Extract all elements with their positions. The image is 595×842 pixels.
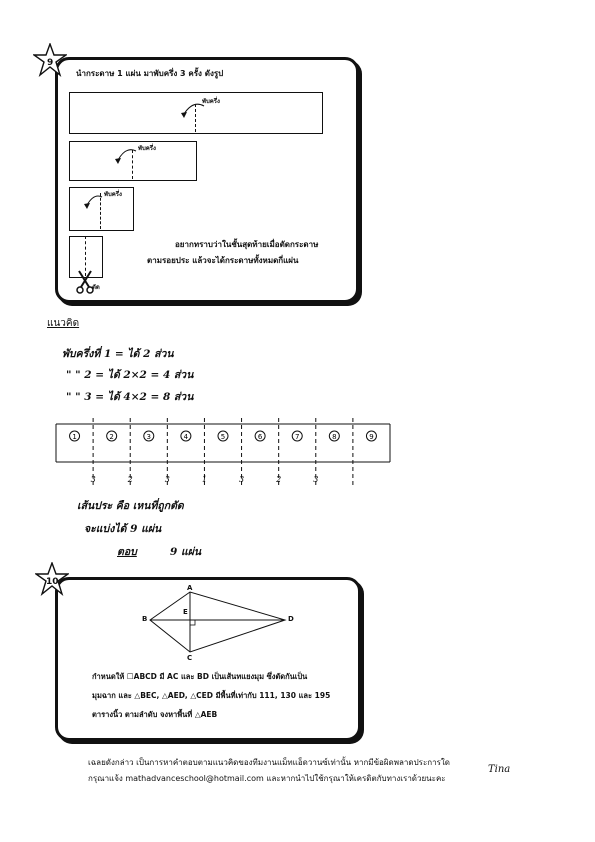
fold-arrow-3-icon	[82, 193, 106, 211]
fold-label-2: พับครึ่ง	[138, 145, 156, 152]
answer-label: ตอบ	[117, 546, 137, 558]
problem-9-number: 9	[47, 58, 54, 68]
solution-line-2: " " 2 = ได้ 2×2 = 4 ส่วน	[66, 369, 194, 381]
cut-strip-diagram	[50, 414, 396, 494]
label-b: B	[142, 615, 148, 623]
count-label: 3	[313, 475, 319, 484]
count-label: 2	[276, 475, 282, 484]
count-label: 3	[239, 475, 245, 484]
fold-arrow-2-icon	[112, 146, 140, 166]
kite-diagram	[140, 586, 300, 666]
piece-number: 6	[257, 433, 263, 441]
problem-10-text-line1: กำหนดให้ ☐ABCD มี AC และ BD เป็นเส้นทแยงมุม ซึ่งตัดกันเป็น	[92, 672, 308, 681]
note-line-1: เส้นประ คือ เหนที่ถูกตัด	[77, 500, 184, 512]
piece-number: 9	[369, 433, 374, 441]
label-c: C	[187, 654, 193, 662]
fold-label-1: พับครึ่ง	[202, 98, 220, 105]
signature: Tina	[488, 764, 511, 775]
solution-heading: แนวคิด	[47, 318, 80, 329]
solution-line-3: " " 3 = ได้ 4×2 = 8 ส่วน	[66, 391, 194, 403]
piece-number: 2	[109, 433, 114, 441]
piece-number: 8	[332, 433, 337, 441]
label-d: D	[288, 615, 294, 623]
answer-value: 9 แผ่น	[170, 546, 202, 558]
problem-9-question-line2: ตามรอยประ แล้วจะได้กระดาษทั้งหมดกี่แผ่น	[147, 256, 299, 265]
note-line-2: จะแบ่งได้ 9 แผ่น	[84, 523, 162, 535]
piece-number: 3	[146, 433, 152, 441]
fold-label-3: พับครึ่ง	[104, 191, 122, 198]
piece-number: 4	[183, 433, 189, 441]
fold-arrow-1-icon	[178, 100, 208, 120]
count-label: 2	[127, 475, 133, 484]
count-label: 3	[90, 475, 96, 484]
footer-line-1: เฉลยดังกล่าว เป็นการหาคำตอบตามแนวคิดของทีมงานแม็ทแอ็ดวานซ์เท่านั้น หากมีข้อผิดพลาดประการใด	[88, 758, 450, 767]
piece-number: 1	[72, 433, 77, 441]
problem-10-text-line3: ตารางนิ้ว ตามลำดับ จงหาพื้นที่ △AEB	[92, 710, 218, 719]
problem-9-question-line1: อยากทราบว่าในชั้นสุดท้ายเมื่อตัดกระดาษ	[175, 240, 319, 249]
solution-line-1: พับครึ่งที่ 1 = ได้ 2 ส่วน	[62, 348, 174, 360]
footer-line-2: กรุณาแจ้ง mathadvanceschool@hotmail.com และหากนำไปใช้กรุณาให้เครดิตกับทางเราด้วยนะคะ	[88, 774, 446, 783]
label-a: A	[187, 584, 193, 592]
label-e: E	[183, 608, 188, 616]
piece-number: 5	[220, 433, 226, 441]
problem-10-number: 10	[46, 577, 59, 587]
problem-10-text-line2: มุมฉาก และ △BEC, △AED, △CED มีพื้นที่เท่ากับ 111, 130 และ 195	[92, 691, 331, 700]
count-label: 3	[164, 475, 170, 484]
problem-9-instruction: นำกระดาษ 1 แผ่น มาพับครึ่ง 3 ครั้ง ดังรูป	[76, 69, 224, 78]
piece-number: 7	[294, 433, 300, 441]
count-label: 1	[201, 475, 207, 484]
cut-label: ตัด	[92, 284, 100, 291]
